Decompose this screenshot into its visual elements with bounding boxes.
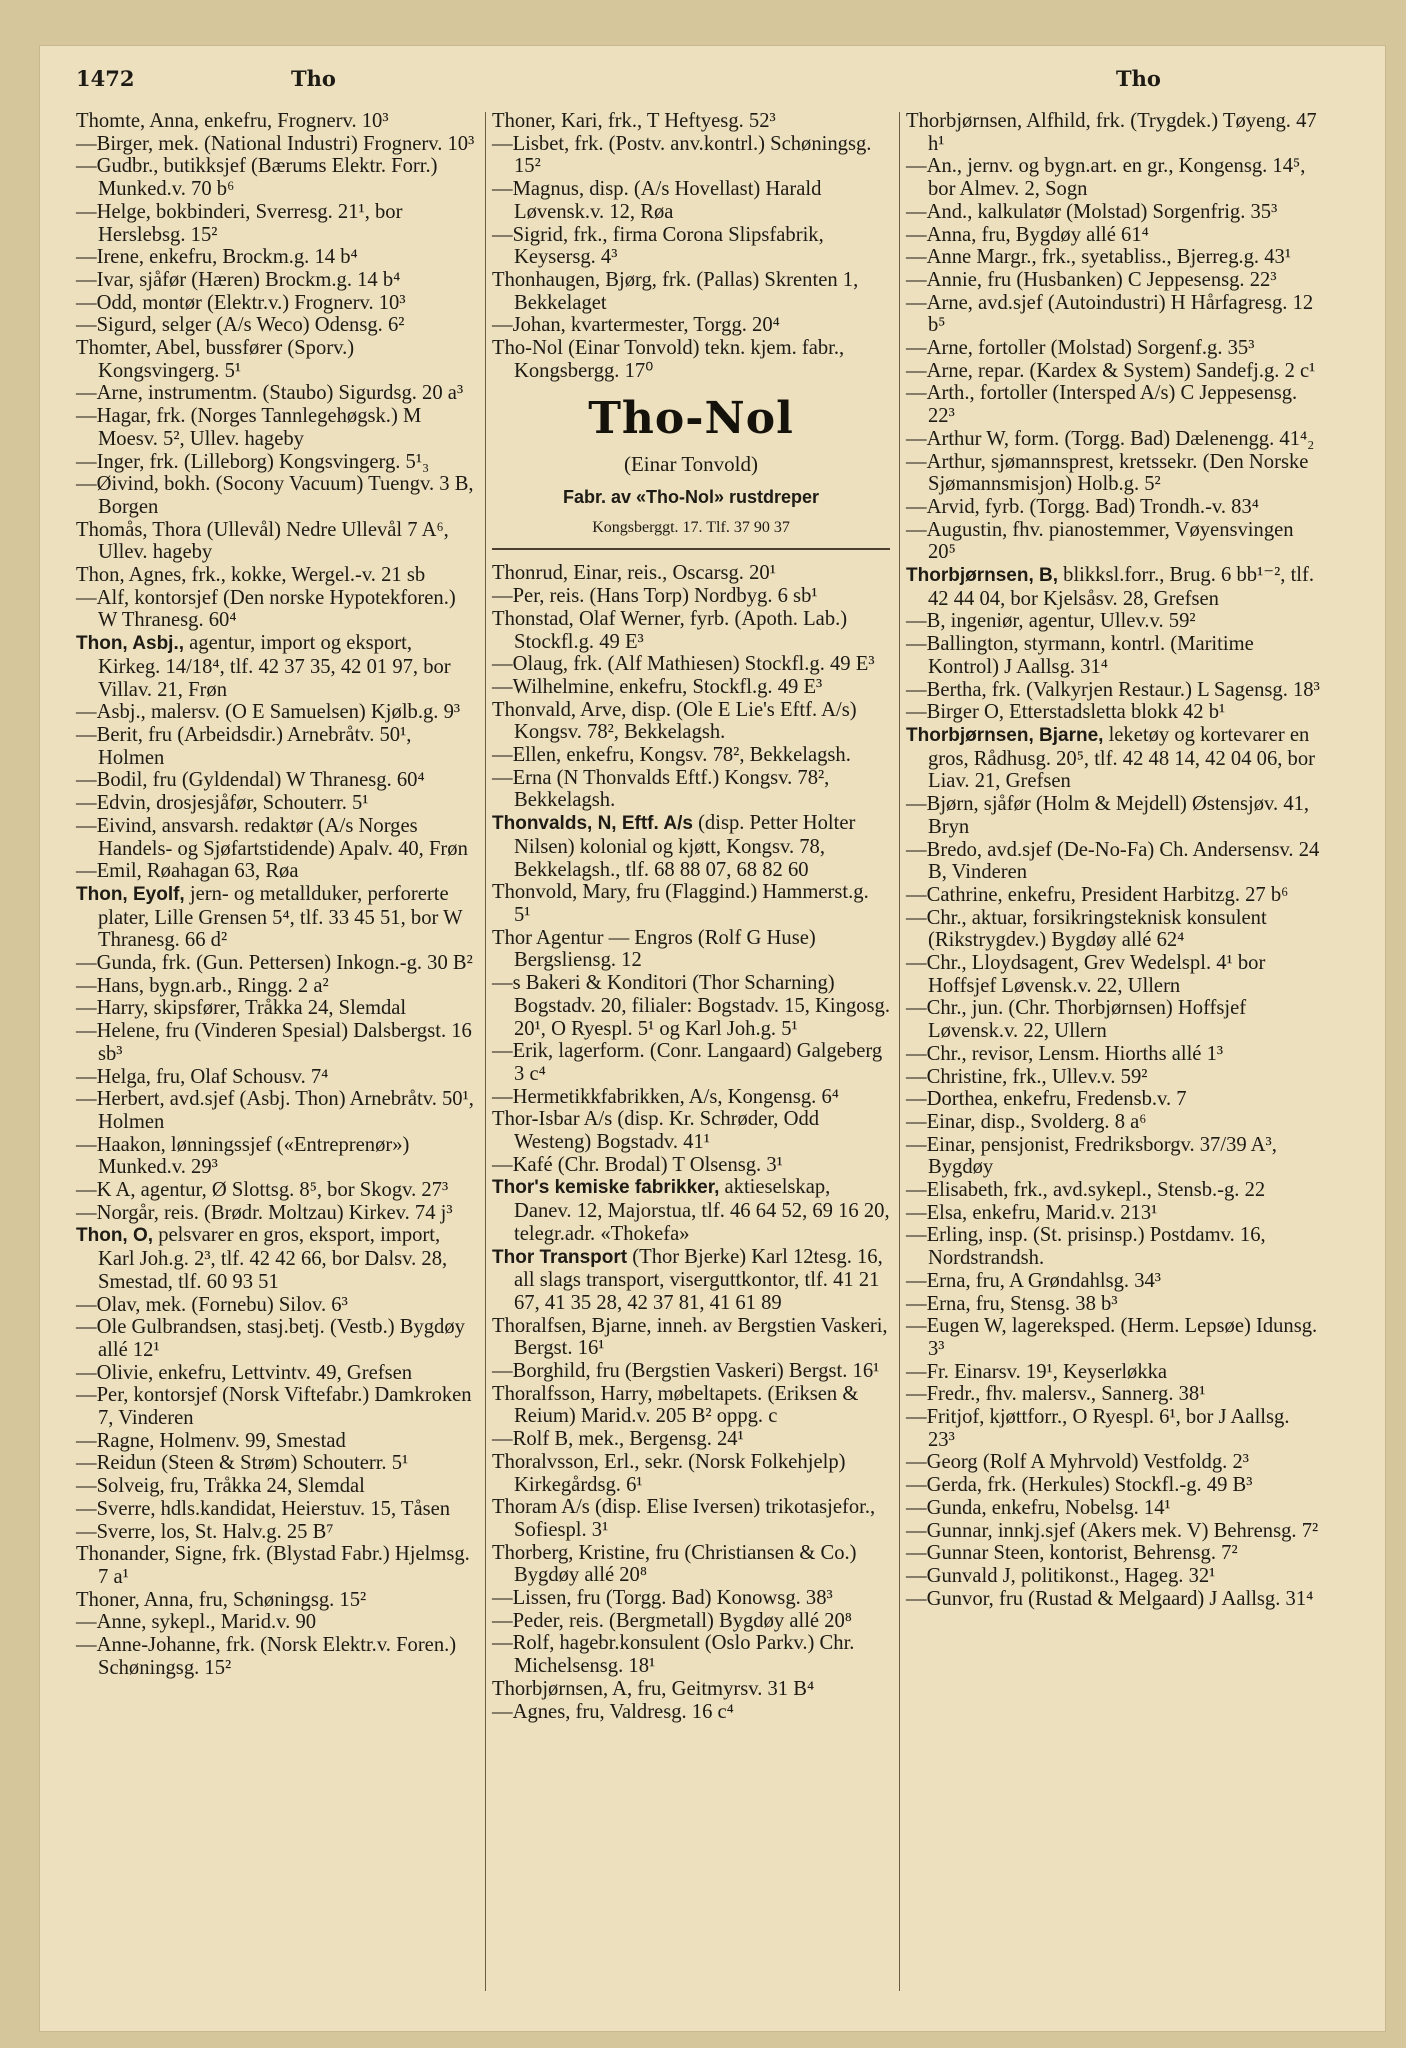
entry-text: —Gunnar, innkj.sjef (Akers mek. V) Behrensg. 7² [906, 1519, 1319, 1542]
entry-text: —Gunda, frk. (Gun. Pettersen) Inkogn.-g. 30 B² [76, 952, 473, 975]
directory-entry [906, 952, 1320, 997]
entry-text: —Lissen, fru (Torgg. Bad) Konowsg. 38³ [492, 1587, 833, 1610]
directory-entry [76, 1134, 476, 1179]
entry-text: —Erik, lagerform. (Conr. Langaard) Galgeberg 3 c⁴ [492, 1040, 883, 1085]
directory-column-2 [492, 110, 890, 1723]
directory-entry [492, 1176, 890, 1245]
directory-entry [906, 907, 1320, 952]
entry-text: —Irene, enkefru, Brockm.g. 14 b⁴ [76, 246, 358, 269]
entry-text: —Edvin, drosjesjåfør, Schouterr. 5¹ [76, 792, 369, 815]
directory-entry [906, 633, 1320, 678]
entry-text: —Chr., revisor, Lensm. Hiorths allé 1³ [906, 1042, 1224, 1065]
directory-entry [76, 337, 476, 382]
directory-entry [76, 1611, 476, 1634]
entry-text: —Olav, mek. (Fornebu) Silov. 6³ [76, 1293, 348, 1316]
directory-entry [492, 1587, 890, 1610]
entry-text: —Per, reis. (Hans Torp) Nordbyg. 6 sb¹ [492, 585, 818, 608]
directory-entry [906, 564, 1320, 610]
entry-text: —Elsa, enkefru, Marid.v. 213¹ [906, 1201, 1158, 1224]
entry-text: —Arne, instrumentm. (Staubo) Sigurdsg. 20 a³ [76, 382, 464, 405]
directory-entry [906, 382, 1320, 427]
entry-text: Thomter, Abel, bussfører (Sporv.) Kongsvingerg. 5¹ [76, 337, 355, 382]
entry-text: —Gerda, frk. (Herkules) Stockfl.-g. 49 B³ [906, 1474, 1253, 1497]
directory-entry [492, 562, 890, 585]
entry-text: pelsvarer en gros, eksport, import, Karl Joh.g. 2³, tlf. 42 42 66, bor Dalsv. 28, Smestad, tlf. 60 93 51 [98, 1224, 448, 1293]
entry-text: —Norgår, reis. (Brødr. Moltzau) Kirkev. 74 j³ [76, 1201, 453, 1224]
entry-text: —Hans, bygn.arb., Ringg. 2 a² [76, 974, 329, 997]
entry-text: —Augustin, fhv. pianostemmer, Vøyensvingen 20⁵ [906, 518, 1294, 564]
entry-text: jern- og metallduker, perforerte plater, Lille Grensen 5⁴, tlf. 33 45 51, bor W Thranesg. 66 d² [98, 882, 463, 952]
directory-entry [76, 1066, 476, 1089]
directory-entry [906, 337, 1320, 360]
page-header [76, 66, 1349, 106]
entry-text: Tho-Nol (Einar Tonvold) tekn. kjem. fabr., Kongsbergg. 17⁰ [492, 337, 845, 382]
entry-text: —Ole Gulbrandsen, stasj.betj. (Vestb.) Bygdøy allé 12¹ [76, 1316, 465, 1361]
directory-entry [492, 1383, 890, 1428]
entry-text: —Rolf B, mek., Bergensg. 24¹ [492, 1428, 744, 1451]
entry-text: —Peder, reis. (Bergmetall) Bygdøy allé 20⁸ [492, 1609, 852, 1632]
directory-entry [906, 360, 1320, 383]
directory-entry [492, 972, 890, 1040]
tho-nol-advertisement [492, 392, 890, 550]
entry-text: Thorbjørnsen, A, fru, Geitmyrsv. 31 B⁴ [492, 1677, 815, 1700]
entry-bold-name: Thorbjørnsen, Bjarne, [906, 724, 1104, 746]
entry-text: —Helene, fru (Vinderen Spesial) Dalsbergst. 16 sb³ [76, 1020, 472, 1065]
directory-entry [76, 1294, 476, 1317]
entry-text: —Anna, fru, Bygdøy allé 61⁴ [906, 223, 1149, 246]
column-divider [485, 112, 486, 1991]
right-running-head: Tho [1116, 66, 1161, 91]
entry-text: —Asbj., malersv. (O E Samuelsen) Kjølb.g. 9³ [76, 701, 461, 724]
entry-text: Thoralfsen, Bjarne, inneh. av Bergstien Vaskeri, Bergst. 16¹ [492, 1314, 888, 1360]
entry-text: —Fritjof, kjøttforr., O Ryespl. 6¹, bor J Aallsg. 23³ [906, 1406, 1290, 1451]
directory-entry [76, 564, 476, 587]
entry-text: aktieselskap, Danev. 12, Majorstua, tlf. 46 64 52, 69 16 20, telegr.adr. «Thokefa» [514, 1176, 890, 1245]
entry-text: —Gudbr., butikksjef (Bærums Elektr. Forr.) Munked.v. 70 b⁶ [76, 155, 438, 201]
directory-entry [906, 451, 1320, 496]
entry-text: —Arthur, sjømannsprest, kretssekr. (Den Norske Sjømannsmisjon) Holb.g. 5² [906, 450, 1309, 496]
directory-entry [906, 428, 1320, 451]
directory-entry [492, 1315, 890, 1360]
entry-text: —Helga, fru, Olaf Schousv. 7⁴ [76, 1065, 329, 1088]
directory-entry [76, 451, 476, 474]
entry-text: Thonander, Signe, frk. (Blystad Fabr.) Hjelmsg. 7 a¹ [76, 1543, 470, 1588]
directory-entry [906, 1383, 1320, 1406]
directory-entry [76, 269, 476, 292]
entry-text: —Haakon, lønningssjef («Entreprenør») Munked.v. 29³ [76, 1133, 410, 1179]
entry-text: Thorbjørnsen, Alfhild, frk. (Trygdek.) Tøyeng. 47 h¹ [906, 110, 1317, 155]
directory-entry [492, 1610, 890, 1633]
entry-text: —Olivie, enkefru, Lettvintv. 49, Grefsen [76, 1361, 413, 1384]
entry-text: —Bjørn, sjåfør (Holm & Mejdell) Østensjøv. 41, Bryn [906, 793, 1310, 838]
entry-text: —Eivind, ansvarsh. redaktør (A/s Norges Handels- og Sjøfartstidende) Apalv. 40, Frøn [76, 814, 468, 860]
directory-entry [492, 1496, 890, 1541]
entry-text: Thorberg, Kristine, fru (Christiansen & Co.) Bygdøy allé 20⁸ [492, 1541, 857, 1587]
entry-text: —Lisbet, frk. (Postv. anv.kontrl.) Schøningsg. 15² [492, 132, 872, 178]
entry-text: —Cathrine, enkefru, President Harbitzg. 27 b⁶ [906, 883, 1289, 906]
directory-entry [906, 679, 1320, 702]
entry-text: —Einar, pensjonist, Fredriksborgv. 37/39 A³, Bygdøy [906, 1133, 1277, 1179]
entry-bold-name: Thor's kemiske fabrikker, [492, 1177, 720, 1199]
entry-text: —Eugen W, lagereksped. (Herm. Lepsøe) Idunsg. 3³ [906, 1315, 1318, 1360]
directory-entry [76, 405, 476, 450]
advertisement-title: Tho-Nol [588, 393, 794, 445]
entry-text: —Erna (N Thonvalds Eftf.) Kongsv. 78², Bekkelagsh. [492, 766, 830, 812]
directory-entry [906, 793, 1320, 838]
directory-entry [906, 1179, 1320, 1202]
entry-text: —Agnes, fru, Valdresg. 16 c⁴ [492, 1700, 734, 1723]
directory-entry [906, 1270, 1320, 1293]
entry-bold-name: Thon, Asbj., [76, 633, 185, 655]
entry-bold-name: Thorbjørnsen, B, [906, 565, 1058, 587]
entry-text: —Chr., jun. (Chr. Thorbjørnsen) Hoffsjef Løvensk.v. 22, Ullern [906, 997, 1247, 1043]
directory-entry [492, 1542, 890, 1587]
entry-text: —Per, kontorsjef (Norsk Viftefabr.) Damkroken 7, Vinderen [76, 1384, 472, 1430]
directory-entry [492, 767, 890, 812]
entry-text: leketøy og kortevarer en gros, Rådhusg. 20⁵, tlf. 42 48 14, 42 04 06, bor Liav. 21, Grefsen [928, 723, 1316, 793]
directory-page [40, 46, 1385, 2031]
directory-entry [906, 224, 1320, 247]
directory-entry [76, 110, 476, 133]
entry-text: Thonhaugen, Bjørg, frk. (Pallas) Skrenten 1, Bekkelaget [492, 268, 859, 314]
entry-text: —Hermetikkfabrikken, A/s, Kongensg. 6⁴ [492, 1085, 839, 1108]
directory-entry [492, 676, 890, 699]
directory-entry [76, 1543, 476, 1588]
entry-text: —Rolf, hagebr.konsulent (Oslo Parkv.) Chr. Michelsensg. 18¹ [492, 1632, 855, 1678]
directory-entry [492, 699, 890, 744]
entry-text: —Gunda, enkefru, Nobelsg. 14¹ [906, 1496, 1171, 1519]
entry-bold-name: Thor Transport [492, 1246, 628, 1268]
directory-entry [906, 1315, 1320, 1360]
directory-entry [492, 178, 890, 223]
directory-entry [906, 1088, 1320, 1111]
directory-entry [492, 314, 890, 337]
directory-entry [906, 1361, 1320, 1384]
entry-text: —Bredo, avd.sjef (De-No-Fa) Ch. Andersensv. 24 B, Vinderen [906, 838, 1320, 884]
entry-text: —Einar, disp., Svolderg. 8 a⁶ [906, 1110, 1147, 1133]
directory-entry [76, 769, 476, 792]
entry-text: —Arthur W, form. (Torgg. Bad) Dælenengg. 41⁴₂ [906, 427, 1315, 450]
directory-entry [492, 269, 890, 314]
directory-entry [492, 1246, 890, 1315]
entry-text: Thor-Isbar A/s (disp. Kr. Schrøder, Odd Westeng) Bogstadv. 41¹ [492, 1108, 820, 1154]
advertisement-address: Kongsberggt. 17. Tlf. 37 90 37 [592, 519, 790, 537]
directory-entry [906, 1111, 1320, 1134]
advertisement-subtitle: (Einar Tonvold) [623, 452, 759, 477]
directory-column-1 [76, 110, 476, 1680]
directory-entry [906, 1406, 1320, 1451]
directory-entry [76, 792, 476, 815]
directory-entry [76, 1430, 476, 1453]
directory-entry [906, 1474, 1320, 1497]
entry-text: —Arne, fortoller (Molstad) Sorgenf.g. 35³ [906, 337, 1255, 360]
entry-text: —Gunvald J, politikonst., Hageg. 32¹ [906, 1565, 1216, 1587]
entry-text: —Chr., Lloydsagent, Grev Wedelspl. 4¹ bor Hoffsjef Løvensk.v. 22, Ullern [906, 952, 1266, 997]
directory-entry [906, 724, 1320, 793]
directory-entry [492, 585, 890, 608]
entry-bold-name: Thon, Eyolf, [76, 883, 185, 905]
entry-text: —Christine, frk., Ullev.v. 59² [906, 1065, 1148, 1088]
directory-entry [906, 269, 1320, 292]
directory-entry [492, 812, 890, 881]
entry-text: —Herbert, avd.sjef (Asbj. Thon) Arnebråtv. 50¹, Holmen [76, 1088, 474, 1133]
directory-entry [76, 975, 476, 998]
directory-entry [76, 1589, 476, 1612]
directory-entry [492, 1360, 890, 1383]
entry-text: —An., jernv. og bygn.art. en gr., Kongensg. 14⁵, bor Almev. 2, Sogn [906, 155, 1306, 201]
directory-entry [76, 201, 476, 246]
entry-text: Thoralfsson, Harry, møbeltapets. (Eriksen & Reium) Marid.v. 205 B² oppg. c [492, 1382, 859, 1428]
entry-text: —Inger, frk. (Lilleborg) Kongsvingerg. 5¹₃ [76, 450, 430, 473]
advertisement-description: Fabr. av «Tho-Nol» rustdreper [562, 487, 820, 508]
directory-entry [906, 1565, 1320, 1588]
entry-text: —s Bakeri & Konditori (Thor Scharning) Bogstadv. 20, filialer: Bogstadv. 15, Kingosg. 20¹, O Ryespl. 5¹ og Karl Joh.g. 5¹ [492, 972, 890, 1040]
entry-text: —Sigrid, frk., firma Corona Slipsfabrik, Keysersg. 4³ [492, 223, 824, 269]
directory-entry [492, 1086, 890, 1109]
entry-text: —Georg (Rolf A Myhrvold) Vestfoldg. 2³ [906, 1451, 1249, 1474]
directory-entry [492, 881, 890, 926]
directory-entry [492, 1428, 890, 1451]
directory-entry [492, 1678, 890, 1701]
directory-entry [492, 1451, 890, 1496]
directory-entry [76, 1202, 476, 1225]
entry-text: Thonvald, Arve, disp. (Ole E Lie's Eftf. A/s) Kongsv. 78², Bekkelagsh. [492, 698, 857, 744]
entry-text: Thoner, Anna, fru, Schøningsg. 15² [76, 1588, 367, 1611]
directory-entry [76, 1179, 476, 1202]
entry-text: —Harry, skipsfører, Tråkka 24, Slemdal [76, 997, 407, 1020]
entry-bold-name: Thon, O, [76, 1225, 154, 1247]
entry-text: Thoner, Kari, frk., T Heftyesg. 52³ [492, 110, 776, 132]
entry-text: (disp. Petter Holter Nilsen) kolonial og kjøtt, Kongsv. 78, Bekkelagsh., tlf. 68 88 07, 68 82 60 [514, 812, 856, 881]
entry-text: —B, ingeniør, agentur, Ullev.v. 59² [906, 610, 1196, 633]
entry-text: Thoralvsson, Erl., sekr. (Norsk Folkehjelp) Kirkegårdsg. 6¹ [492, 1450, 846, 1496]
directory-entry [492, 1632, 890, 1677]
directory-entry [492, 653, 890, 676]
entry-text: —Solveig, fru, Tråkka 24, Slemdal [76, 1475, 365, 1498]
directory-entry [492, 1108, 890, 1153]
directory-entry [76, 1384, 476, 1429]
page-number: 1472 [76, 66, 135, 91]
entry-text: —Emil, Røahagan 63, Røa [76, 860, 299, 883]
directory-entry [906, 1542, 1320, 1565]
entry-text: —Ragne, Holmenv. 99, Smestad [76, 1429, 346, 1452]
directory-entry [76, 314, 476, 337]
entry-text: —Arvid, fyrb. (Torgg. Bad) Trondh.-v. 83⁴ [906, 495, 1259, 518]
directory-entry [76, 860, 476, 883]
directory-entry [906, 1293, 1320, 1316]
directory-entry [76, 1475, 476, 1498]
directory-entry [76, 473, 476, 518]
entry-text: —Berit, fru (Arbeidsdir.) Arnebråtv. 50¹, Holmen [76, 723, 412, 769]
entry-text: —Sverre, hdls.kandidat, Heierstuv. 15, Tåsen [76, 1497, 451, 1520]
entry-text: blikksl.forr., Brug. 6 bb¹⁻², tlf. 42 44 04, bor Kjelsåsv. 28, Grefsen [928, 564, 1315, 610]
directory-entry [906, 246, 1320, 269]
directory-entry [76, 1521, 476, 1544]
directory-entry [906, 201, 1320, 224]
directory-entry [906, 1520, 1320, 1543]
directory-entry [76, 1224, 476, 1293]
directory-entry [76, 292, 476, 315]
directory-entry [906, 155, 1320, 200]
directory-entry [492, 1040, 890, 1085]
directory-entry [76, 724, 476, 769]
entry-text: —Hagar, frk. (Norges Tannlegehøgsk.) M Moesv. 5², Ullev. hageby [76, 405, 422, 450]
directory-entry [76, 701, 476, 724]
entry-text: —Kafé (Chr. Brodal) T Olsensg. 3¹ [492, 1153, 783, 1176]
directory-entry [906, 1043, 1320, 1066]
entry-text: Thoram A/s (disp. Elise Iversen) trikotasjefor., Sofiespl. 3¹ [492, 1496, 876, 1541]
entry-text: —Helge, bokbinderi, Sverresg. 21¹, bor Herslebsg. 15² [76, 200, 403, 246]
entry-text: —Wilhelmine, enkefru, Stockfl.g. 49 E³ [492, 675, 823, 698]
directory-entry [492, 133, 890, 178]
directory-entry [492, 927, 890, 972]
entry-text: —Sverre, los, St. Halv.g. 25 B⁷ [76, 1520, 334, 1543]
directory-entry [906, 839, 1320, 884]
directory-entry [906, 1224, 1320, 1269]
entry-text: —Chr., aktuar, forsikringsteknisk konsulent (Rikstrygdev.) Bygdøy allé 62⁴ [906, 906, 1267, 952]
directory-entry [76, 1498, 476, 1521]
directory-entry [76, 133, 476, 156]
directory-entry [76, 155, 476, 200]
entry-text: agentur, import og eksport, Kirkeg. 14/18⁴, tlf. 42 37 35, 42 01 97, bor Villav. 21, Frøn [98, 632, 451, 701]
entry-text: —Anne, sykepl., Marid.v. 90 [76, 1611, 317, 1634]
directory-entry [906, 496, 1320, 519]
directory-entry [906, 1134, 1320, 1179]
entry-text: —Johan, kvartermester, Torgg. 20⁴ [492, 314, 780, 337]
directory-entry [492, 744, 890, 767]
directory-entry [492, 110, 890, 133]
directory-entry [906, 1202, 1320, 1225]
directory-entry [906, 701, 1320, 724]
directory-entry [76, 1020, 476, 1065]
directory-entry [76, 815, 476, 860]
entry-text: Thonvold, Mary, fru (Flaggind.) Hammerst.g. 5¹ [492, 881, 869, 926]
entry-text: —Olaug, frk. (Alf Mathiesen) Stockfl.g. 49 E³ [492, 653, 875, 676]
entry-text: Thonstad, Olaf Werner, fyrb. (Apoth. Lab.) Stockfl.g. 49 E³ [492, 607, 848, 653]
left-running-head: Tho [291, 66, 336, 91]
entry-text: —Arth., fortoller (Intersped A/s) C Jeppesensg. 22³ [906, 382, 1298, 428]
entry-text: Thomås, Thora (Ullevål) Nedre Ullevål 7 A⁶, Ullev. hageby [76, 518, 449, 564]
column-divider [899, 112, 900, 1991]
directory-entry [906, 110, 1320, 155]
entry-text: —Fredr., fhv. malersv., Sannerg. 38¹ [906, 1383, 1206, 1406]
entry-text: —Arne, repar. (Kardex & System) Sandefj.g. 2 c¹ [906, 359, 1316, 382]
directory-entry [492, 608, 890, 653]
entry-text: —Fr. Einarsv. 19¹, Keyserløkka [906, 1360, 1168, 1383]
entry-text: —Sigurd, selger (A/s Weco) Odensg. 6² [76, 314, 405, 337]
directory-entry [76, 246, 476, 269]
directory-entry [76, 1088, 476, 1133]
directory-entry [492, 224, 890, 269]
directory-entry [906, 884, 1320, 907]
entry-text: —Erling, insp. (St. prisinsp.) Postdamv. 16, Nordstrandsh. [906, 1224, 1266, 1270]
entry-text: —K A, agentur, Ø Slottsg. 8⁵, bor Skogv. 27³ [76, 1179, 449, 1202]
directory-entry [76, 952, 476, 975]
directory-entry [76, 587, 476, 632]
entry-bold-name: Thonvalds, N, Eftf. A/s [492, 813, 693, 835]
directory-entry [906, 1451, 1320, 1474]
entry-text: —Gunvor, fru (Rustad & Melgaard) J Aallsg. 31⁴ [906, 1587, 1314, 1610]
entry-text: —Dorthea, enkefru, Fredensb.v. 7 [906, 1088, 1187, 1111]
directory-entry [906, 1066, 1320, 1089]
directory-entry [76, 997, 476, 1020]
entry-text: Thomte, Anna, enkefru, Frognerv. 10³ [76, 110, 389, 132]
directory-entry [76, 1316, 476, 1361]
entry-text: —Erna, fru, Stensg. 38 b³ [906, 1292, 1118, 1315]
directory-entry [492, 1701, 890, 1724]
directory-entry [492, 337, 890, 382]
entry-text: —Bodil, fru (Gyldendal) W Thranesg. 60⁴ [76, 769, 425, 792]
directory-entry [906, 1588, 1320, 1611]
entry-text: —Ballington, styrmann, kontrl. (Maritime Kontrol) J Aallsg. 31⁴ [906, 633, 1254, 678]
directory-entry [906, 292, 1320, 337]
entry-text: —Anne-Johanne, frk. (Norsk Elektr.v. Foren.) Schøningsg. 15² [76, 1634, 457, 1679]
directory-entry [76, 382, 476, 405]
directory-entry [76, 1452, 476, 1475]
entry-text: —Alf, kontorsjef (Den norske Hypotekforen.) W Thranesg. 60⁴ [76, 586, 456, 632]
entry-text: Thonrud, Einar, reis., Oscarsg. 20¹ [492, 562, 776, 585]
entry-text: —And., kalkulatør (Molstad) Sorgenfrig. 35³ [906, 200, 1278, 223]
entry-text: —Erna, fru, A Grøndahlsg. 34³ [906, 1269, 1161, 1292]
directory-column-3 [906, 110, 1320, 1610]
entry-text: —Reidun (Steen & Strøm) Schouterr. 5¹ [76, 1452, 409, 1475]
directory-entry [76, 1634, 476, 1679]
entry-text: Thor Agentur — Engros (Rolf G Huse) Bergsliensg. 12 [492, 926, 816, 972]
directory-entry [906, 519, 1320, 564]
entry-text: —Ivar, sjåfør (Hæren) Brockm.g. 14 b⁴ [76, 268, 401, 291]
directory-entry [906, 1497, 1320, 1520]
entry-text: —Annie, fru (Husbanken) C Jeppesensg. 22³ [906, 268, 1277, 291]
directory-entry [76, 519, 476, 564]
entry-text: Thon, Agnes, frk., kokke, Wergel.-v. 21 sb [76, 564, 426, 587]
entry-text: —Birger, mek. (National Industri) Frognerv. 10³ [76, 132, 475, 155]
directory-entry [906, 997, 1320, 1042]
entry-text: —Bertha, frk. (Valkyrjen Restaur.) L Sagensg. 18³ [906, 678, 1320, 701]
entry-text: —Borghild, fru (Bergstien Vaskeri) Bergst. 16¹ [492, 1360, 880, 1383]
directory-entry [906, 610, 1320, 633]
entry-text: —Odd, montør (Elektr.v.) Frognerv. 10³ [76, 291, 406, 314]
directory-entry [76, 1362, 476, 1385]
entry-text: —Magnus, disp. (A/s Hovellast) Harald Løvensk.v. 12, Røa [492, 178, 822, 223]
entry-text: —Gunnar Steen, kontorist, Behrensg. 7² [906, 1542, 1238, 1565]
entry-text: —Øivind, bokh. (Socony Vacuum) Tuengv. 3 B, Borgen [76, 473, 474, 518]
directory-entry [76, 883, 476, 952]
directory-entry [76, 632, 476, 701]
entry-text: —Arne, avd.sjef (Autoindustri) H Hårfagresg. 12 b⁵ [906, 291, 1314, 337]
entry-text: —Elisabeth, frk., avd.sykepl., Stensb.-g. 22 [906, 1179, 1266, 1202]
entry-text: (Thor Bjerke) Karl 12tesg. 16, all slags transport, viserguttkontor, tlf. 41 21 67, 41 35 28, 42 37 81, 41 61 89 [514, 1245, 883, 1314]
entry-text: —Anne Margr., frk., syetabliss., Bjerreg.g. 43¹ [906, 246, 1291, 269]
entry-text: —Ellen, enkefru, Kongsv. 78², Bekkelagsh. [492, 744, 851, 767]
directory-entry [492, 1154, 890, 1177]
entry-text: —Birger O, Etterstadsletta blokk 42 b¹ [906, 701, 1226, 724]
